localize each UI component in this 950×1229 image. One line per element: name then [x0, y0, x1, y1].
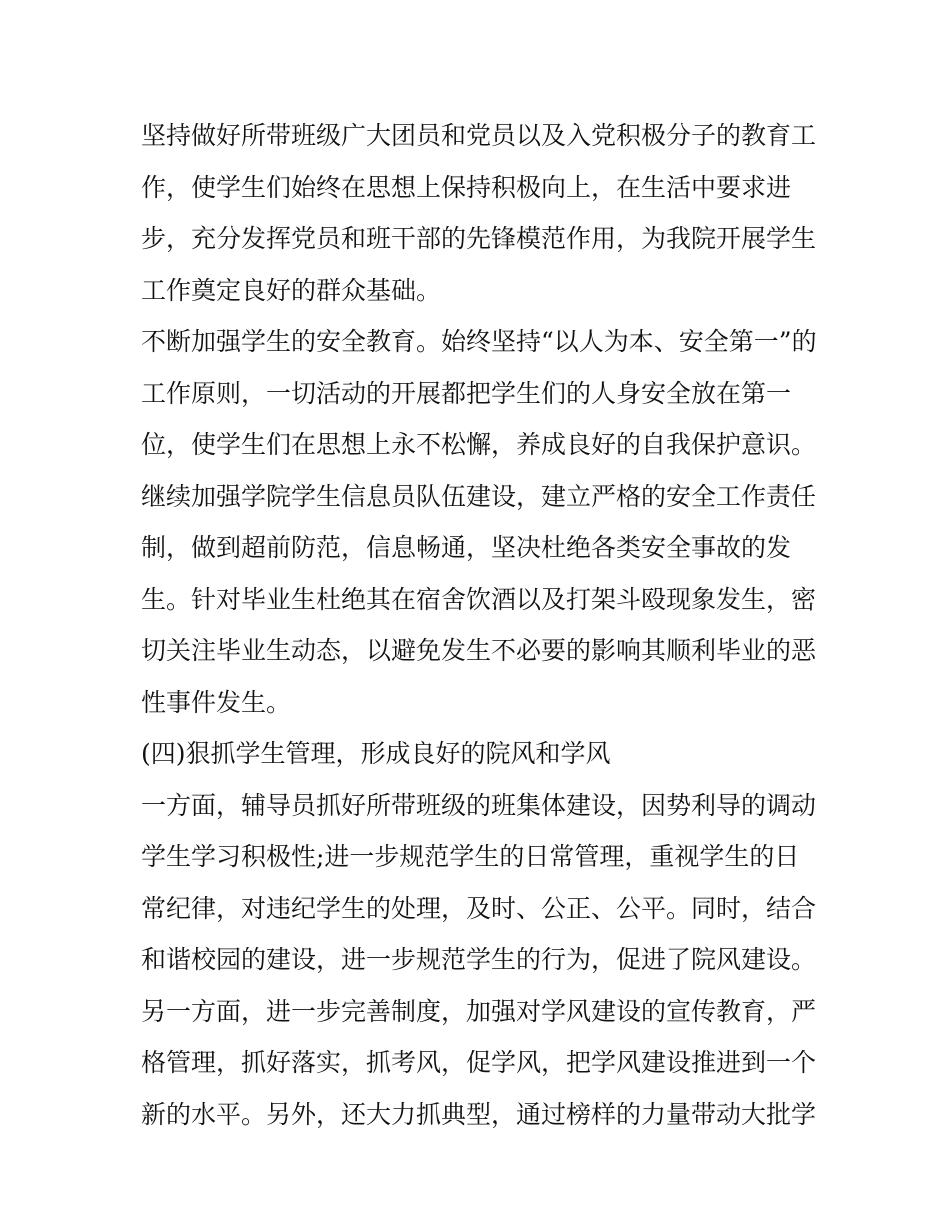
document-body	[141, 110, 821, 1140]
section-heading: (四)狠抓学生管理，形成良好的院风和学风	[141, 739, 611, 768]
text-line: 坚持做好所带班级广大团员和党员以及入党积极分子的教育工	[141, 121, 817, 150]
text-line: 常纪律，对违纪学生的处理，及时、公正、公平。同时，结合	[141, 893, 817, 923]
text-line: 性事件发生。	[141, 687, 292, 717]
text-line: 制，做到超前防范，信息畅通，坚决杜绝各类安全事故的发	[141, 533, 792, 562]
text-line: 不断加强学生的安全教育。始终坚持“以人为本、安全第一”的	[141, 327, 817, 356]
text-line: 步，充分发挥党员和班干部的先锋模范作用，为我院开展学生	[141, 224, 817, 253]
text-line: 一方面，辅导员抓好所带班级的班集体建设，因势利导的调动	[141, 790, 817, 820]
text-line: 继续加强学院学生信息员队伍建设，建立严格的安全工作责任	[141, 481, 817, 511]
text-line: 作，使学生们始终在思想上保持积极向上，在生活中要求进	[141, 172, 792, 202]
text-line: 生。针对毕业生杜绝其在宿舍饮酒以及打架斗殴现象发生，密	[141, 584, 817, 614]
text-line: 位，使学生们在思想上永不松懈，养成良好的自我保护意识。	[141, 430, 817, 459]
text-line: 工作原则，一切活动的开展都把学生们的人身安全放在第一	[141, 378, 792, 408]
text-line: 新的水平。另外，还大力抓典型，通过榜样的力量带动大批学	[141, 1099, 817, 1129]
text-line: 格管理，抓好落实，抓考风，促学风，把学风建设推进到一个	[141, 1048, 817, 1077]
text-line: 工作奠定良好的群众基础。	[141, 275, 442, 305]
text-line: 另一方面，进一步完善制度，加强对学风建设的宣传教育，严	[141, 996, 817, 1026]
text-line: 学生学习积极性;进一步规范学生的日常管理，重视学生的日	[141, 842, 800, 871]
text-line: 切关注毕业生动态，以避免发生不必要的影响其顺利毕业的恶	[141, 636, 817, 665]
text-line: 和谐校园的建设，进一步规范学生的行为，促进了院风建设。	[141, 945, 817, 974]
